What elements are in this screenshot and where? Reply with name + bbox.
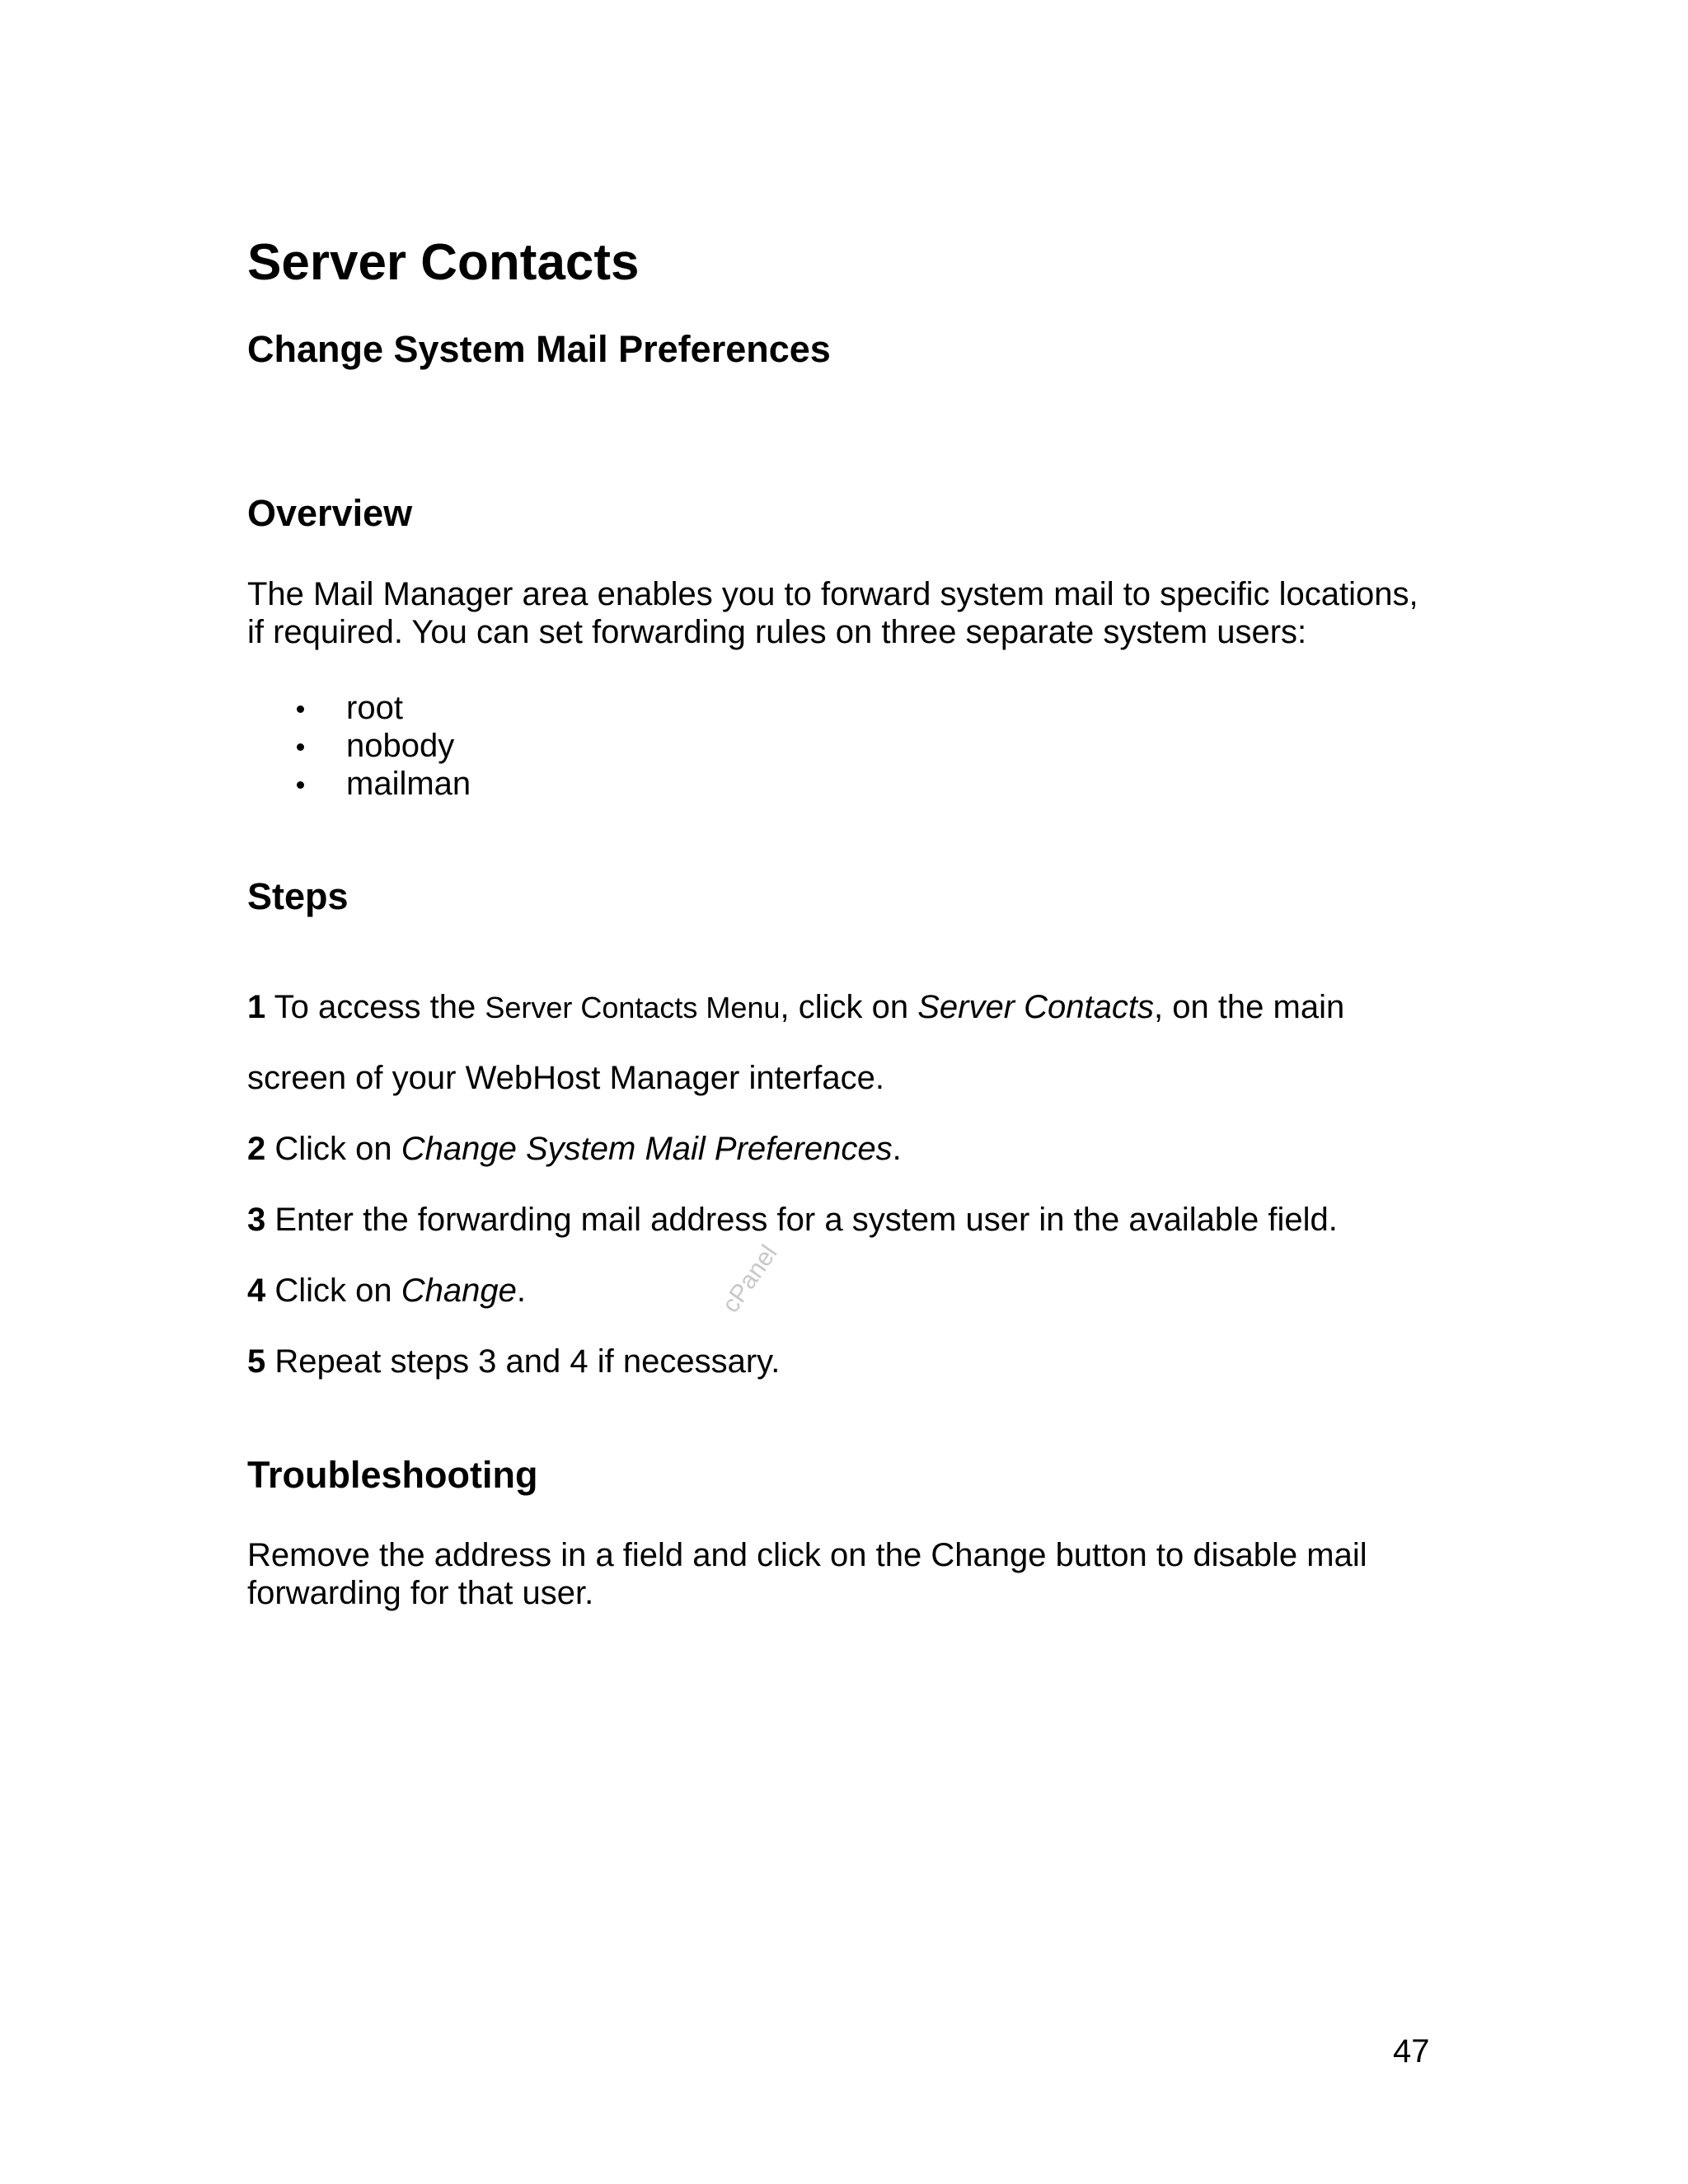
step-number: 4 [247, 1272, 266, 1309]
step-text: Click on [265, 1272, 401, 1309]
page-number: 47 [1393, 2033, 1430, 2069]
step-3 [247, 1201, 1338, 1239]
step-5 [247, 1343, 780, 1380]
step-text: . [516, 1272, 526, 1309]
menu-name: Server Contacts Menu [485, 991, 781, 1024]
step-text: Enter the forwarding mail address for a system user in the available field. [265, 1202, 1338, 1238]
page-title: Server Contacts [247, 234, 640, 291]
system-users-list [247, 689, 471, 803]
overview-heading: Overview [247, 492, 413, 534]
step-emphasis: Change [401, 1272, 517, 1309]
list-item [247, 689, 471, 727]
bullet-icon [297, 743, 304, 751]
list-item [247, 765, 471, 803]
step-text: , click on [780, 989, 918, 1025]
overview-line-1: The Mail Manager area enables you to forward system mail to specific locations, [247, 576, 1418, 612]
step-4 [247, 1272, 526, 1310]
overview-paragraph [247, 575, 1418, 651]
step-text: , on the main [1153, 989, 1345, 1025]
step-2 [247, 1130, 902, 1168]
troubleshooting-paragraph [247, 1536, 1367, 1612]
step-text: . [892, 1131, 902, 1167]
section-subtitle: Change System Mail Preferences [247, 328, 831, 370]
cpanel-watermark: cPanel [717, 1240, 783, 1318]
troubleshooting-line-2: forwarding for that user. [247, 1575, 594, 1611]
step-text: Repeat steps 3 and 4 if necessary. [265, 1343, 781, 1380]
step-number: 2 [247, 1131, 266, 1167]
troubleshooting-heading: Troubleshooting [247, 1454, 538, 1496]
list-item-label: nobody [346, 728, 455, 764]
bullet-icon [297, 705, 304, 713]
step-1-continuation: screen of your WebHost Manager interface. [247, 1060, 884, 1096]
step-emphasis: Change System Mail Preferences [401, 1131, 893, 1167]
list-item-label: mailman [346, 766, 471, 802]
bullet-icon [297, 781, 304, 789]
steps-heading: Steps [247, 875, 349, 917]
step-number: 3 [247, 1202, 266, 1238]
step-number: 1 [247, 989, 266, 1025]
step-text: To access the [265, 989, 485, 1025]
step-text: Click on [265, 1131, 401, 1167]
step-emphasis: Server Contacts [917, 989, 1154, 1025]
troubleshooting-line-1: Remove the address in a field and click on the Change button to disable mail [247, 1537, 1367, 1573]
list-item-label: root [346, 690, 403, 726]
list-item [247, 727, 471, 765]
overview-line-2: if required. You can set forwarding rules on three separate system users: [247, 614, 1307, 650]
step-number: 5 [247, 1343, 266, 1380]
step-1 [247, 988, 1344, 1027]
